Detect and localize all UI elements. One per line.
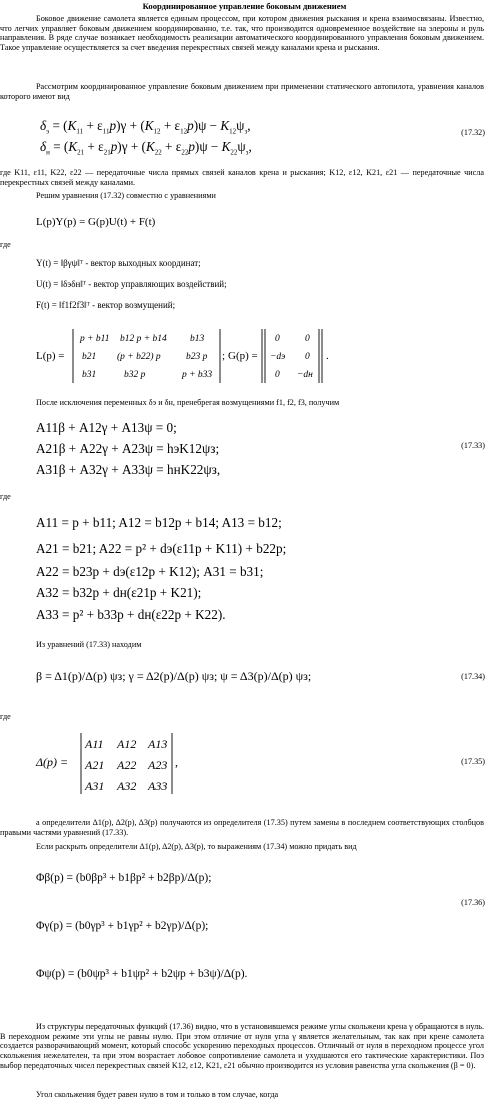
matrix-l-cells xyxy=(79,334,212,380)
equation-17-35 xyxy=(0,730,489,798)
equation-17-32-line-2: $\delta_н = (K_{21} + \varepsilon_{21}p)\gamma + (K_{22} + \varepsilon_{22}p)\psi - K_{22}\psi_з$, xyxy=(40,139,252,157)
paragraph-autopilot: Рассмотрим координированное управление боковым движением при применении статического автопилота, уравнения каналов которого имеют вид xyxy=(0,82,484,101)
determinant-cells xyxy=(84,737,167,793)
matrix-g-cell: 0 xyxy=(305,352,310,362)
matrix-l-cell: b21 xyxy=(82,352,97,362)
determinant-label: Δ(p) = xyxy=(36,755,69,769)
where-label-3: где xyxy=(0,712,11,721)
paragraph-elimination: После исключения переменных δэ и δн, пренебрегая возмущениями f1, f2, f3, получим xyxy=(36,398,340,407)
determinant-cell: A33 xyxy=(148,779,168,793)
equation-17-36-line-1: Φβ(p) = (b0βp³ + b1βp² + b2βp)/Δ(p); xyxy=(36,872,212,884)
paragraph-structure: Из структуры передаточных функций (17.36) видно, что в установившемся режиме углы скольжени крена γ обращаются в нуль. В переходном режиме эти углы не равны нулю. При этом отличие от нуля угла γ является желательным, так как при крене самолета создается разворачивающий момент, который способс ускорению переходных процессов. Отличный от нуля в переходном процессе угол скольжения нежелателен, та при этом возрастает лобовое сопротивление самолета и ухудшаются его тактические характеристики. Поэ выбор передаточных чисел перекрестных связей K12, ε12, K21, ε21 обычно производится из условия равенства угла скольжения (β = 0). xyxy=(0,1022,484,1070)
paragraph-coefficients: где K11, ε11, K22, ε22 — передаточные числа прямых связей каналов крена и рыскания; K12, ε12, K21, ε21 — передаточные числа перекрестных связей между каналами. xyxy=(0,168,484,187)
paragraph-intro: Боковое движение самолета является единым процессом, при котором движения рыскания и крена взаимосвязаны. Известно, что легчих управляет боковым движением координированно, т.е. так, что производится одновременное воздействие на элероны и руль направления. В ряде случае возникает необходимость реализации автоматического координированного управления боковым движением. Такое управление осуществляется за счет введения перекрестных связей между каналами крена и рыскания. xyxy=(0,14,484,53)
matrix-g-cell: 0 xyxy=(275,334,280,344)
determinant-cell: A12 xyxy=(117,737,137,751)
matrix-separator: ; xyxy=(222,350,226,362)
equation-17-35-number: (17.35) xyxy=(461,757,485,766)
equation-17-33-line-1: A11β + A12γ + A13ψ = 0; xyxy=(36,420,177,435)
paragraph-expand: Если раскрыть определители Δ1(p), Δ2(p), Δ3(p), то выражениям (17.34) можно придать вид xyxy=(36,842,357,851)
matrix-l-cell: b13 xyxy=(190,334,205,344)
equation-17-34-number: (17.34) xyxy=(461,672,485,681)
matrix-block xyxy=(0,325,489,387)
matrix-g-cell: 0 xyxy=(305,334,310,344)
matrix-l-cell: p + b11 xyxy=(80,334,110,344)
matrix-end-period: . xyxy=(326,350,329,362)
matrix-l-cell: b31 xyxy=(82,370,97,380)
coefficient-line: A21 = b21; A22 = p² + dэ(ε11p + K11) + b22p; xyxy=(36,541,287,556)
matrix-g-cell: −dн xyxy=(297,370,313,380)
equation-17-36-line-2: Φγ(p) = (b0γp³ + b1γp² + b2γp)/Δ(p); xyxy=(36,920,209,932)
definition-f-vector: F(t) = ‖f1f2f3‖ᵀ - вектор возмущений; xyxy=(36,300,176,310)
matrix-g-label: G(p) = xyxy=(228,350,258,362)
determinant-cell: A31 xyxy=(85,779,105,793)
equation-17-36-line-3: Φψ(p) = (b0ψp³ + b1ψp² + b2ψp + b3ψ)/Δ(p). xyxy=(36,968,248,980)
matrix-g-cell: −dэ xyxy=(270,352,286,362)
section-title: Координированное управление боковым движением xyxy=(142,1,347,11)
equation-17-36-number: (17.36) xyxy=(461,898,485,907)
determinant-cell: A23 xyxy=(148,758,168,772)
determinant-cell: A22 xyxy=(117,758,137,772)
coefficient-line: A11 = p + b11; A12 = b12p + b14; A13 = b12; xyxy=(36,515,282,530)
equation-17-32-number: (17.32) xyxy=(461,128,485,137)
equation-17-34-text: β = Δ1(p)/Δ(p) ψз; γ = Δ2(p)/Δ(p) ψз; ψ = Δ3(p)/Δ(p) ψз; xyxy=(36,669,312,683)
definition-u-vector: U(t) = ‖δэδн‖ᵀ - вектор управляющих воздействий; xyxy=(36,279,227,289)
where-label-2: где xyxy=(0,492,11,501)
determinant-comma: , xyxy=(175,755,178,769)
paragraph-solve: Решим уравнения (17.32) совместно с уравнениями xyxy=(36,191,216,200)
matrix-l-cell: (p + b22) p xyxy=(117,352,161,362)
determinant-cell: A21 xyxy=(85,758,105,772)
matrix-l-cell: b23 p xyxy=(186,352,208,362)
paragraph-find: Из уравнений (17.33) находим xyxy=(36,640,142,649)
coefficient-line: A22 = b23p + dэ(ε12p + K12); A31 = b31; xyxy=(36,564,264,579)
coefficient-line: A33 = p² + b33p + dн(ε22p + K22). xyxy=(36,607,226,622)
coefficient-line: A32 = b32p + dн(ε21p + K21); xyxy=(36,585,202,600)
paragraph-condition: Угол скольжения будет равен нулю в том и только в том случае, когда xyxy=(36,1090,279,1099)
determinant-cell: A32 xyxy=(117,779,137,793)
equation-17-33-line-2: A21β + A22γ + A23ψ = hэK12ψз; xyxy=(36,441,220,456)
matrix-l-label: L(p) = xyxy=(36,350,65,362)
definition-y-vector: Y(t) = ‖βγψ‖ᵀ - вектор выходных координат; xyxy=(36,258,201,268)
paragraph-determinants: а определители Δ1(p), Δ2(p), Δ3(p) получаются из определителя (17.35) путем замены в последнем соответствующих столбцов правыми частями уравнений (17.33). xyxy=(0,818,484,837)
matrix-g-cell: 0 xyxy=(275,370,280,380)
equation-lyg: L(p)Y(p) = G(p)U(t) + F(t) xyxy=(36,216,156,228)
matrix-g-cells xyxy=(270,334,313,380)
matrix-l-cell: p + b33 xyxy=(182,370,213,380)
where-label-1: где xyxy=(0,240,11,249)
equation-17-32-line-1: $\delta_э = (K_{11} + \varepsilon_{11}p)\gamma + (K_{12} + \varepsilon_{12}p)\psi - K_{12}\psi_з$, xyxy=(40,118,251,136)
determinant-cell: A11 xyxy=(85,737,104,751)
equation-17-33-number: (17.33) xyxy=(461,441,485,450)
matrix-l-cell: b12 p + b14 xyxy=(120,334,167,344)
matrix-l-cell: b32 p xyxy=(124,370,146,380)
determinant-cell: A13 xyxy=(148,737,168,751)
equation-17-33-line-3: A31β + A32γ + A33ψ = hнK22ψз, xyxy=(36,462,221,477)
